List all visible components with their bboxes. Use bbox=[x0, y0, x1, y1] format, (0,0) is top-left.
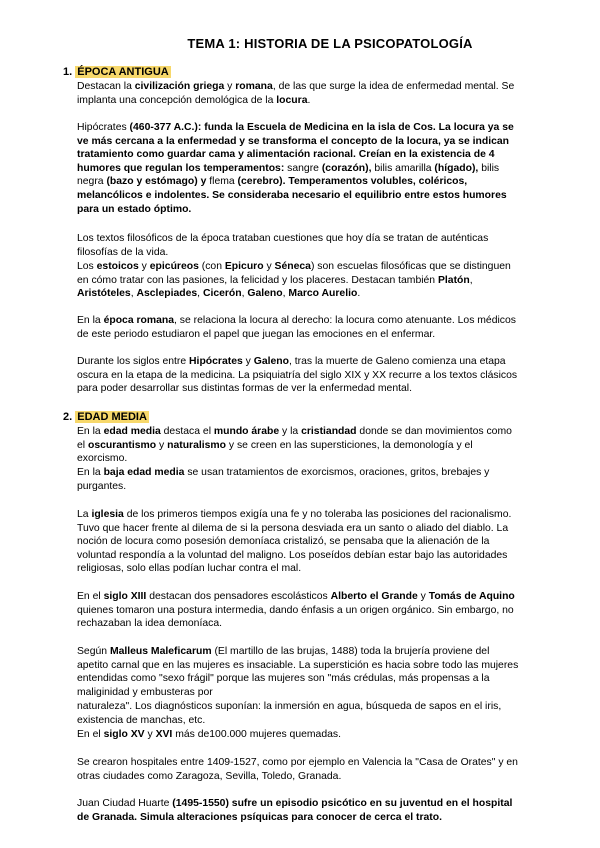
paragraph bbox=[77, 260, 522, 301]
paragraph: Se crearon hospitales entre 1409-1527, como por ejemplo en Valencia la "Casa de Orates" y en otras ciudades como Zaragoza, Sevilla, Toledo, Granada. bbox=[77, 757, 518, 782]
section-number: 1. bbox=[63, 66, 73, 78]
text-run: bilis negra bbox=[77, 162, 500, 188]
text-run: y bbox=[263, 261, 275, 272]
bold-term: romana bbox=[235, 81, 273, 92]
bold-term: (1495-1550) sufre un episodio psicótico en su juventud en el hospital de Granada. Simula alteraciones psíquicas para conocer de cerca el trato. bbox=[77, 798, 513, 823]
bold-term: (460-377 A.C.): funda la Escuela de Medicina en la isla de Cos. La locura ya se ve más cercana a la enfermedad y se transforma el concepto de la locura, ya se indican tratamiento como guardar cama y alimentación racional. Creían en la existencia de 4 humores que regulan los temperamentos: bbox=[77, 122, 514, 174]
bold-term: cristiandad bbox=[301, 426, 357, 437]
text-run: de los primeros tiempos exigía una fe y no toleraba las posiciones del racionalismo. Tuvo que hacer frente al dilema de si la persona desviada era un santo o aliado del diablo. La noción de locura como posesión demoníaca cristalizó, se pensaba que la alienación de la voluntad respondía a la voluntad del maligno. Los poseídos debían estar bajo las autoridades religiosas, solo ellas podían luchar contra el mal. bbox=[77, 509, 512, 575]
paragraph: naturaleza". Los diagnósticos suponían: la inmersión en agua, búsqueda de sapos en el iris, existencia de manchas, etc. bbox=[77, 701, 502, 726]
text-run: En la bbox=[77, 426, 104, 437]
bold-term: Cicerón bbox=[202, 288, 242, 300]
text-run: , bbox=[197, 288, 203, 300]
bold-term: (hígado), bbox=[431, 162, 482, 174]
bold-term: Platón bbox=[437, 274, 470, 286]
text-run: quienes tomaron una postura intermedia, dando énfasis a un origen orgánico. Sin embargo, no rechazaban la idea demoníaca. bbox=[77, 604, 514, 630]
bold-term: iglesia bbox=[91, 509, 124, 520]
text-run: Según bbox=[77, 646, 110, 657]
bold-term: época romana bbox=[103, 315, 175, 326]
paragraph bbox=[77, 355, 522, 396]
text-run: y la bbox=[279, 426, 302, 437]
bold-term: Alberto el Grande bbox=[330, 591, 418, 602]
section-heading-epoca-antigua bbox=[63, 66, 171, 78]
paragraph bbox=[77, 80, 522, 107]
text-run: . bbox=[307, 94, 311, 106]
text-run: y bbox=[138, 261, 150, 272]
bold-term: locura bbox=[276, 94, 308, 106]
text-run: flema bbox=[209, 176, 235, 188]
text-run: En el bbox=[77, 591, 104, 602]
bold-term: siglo XV bbox=[103, 729, 145, 740]
bold-term: Tomás de Aquino bbox=[428, 591, 515, 602]
paragraph: Los textos filosóficos de la época trataban cuestiones que hoy día se tratan de auténticas filosofías de la vida. bbox=[77, 233, 489, 258]
page-title: TEMA 1: HISTORIA DE LA PSICOPATOLOGÍA bbox=[187, 36, 473, 51]
text-run: Juan Ciudad Huarte bbox=[77, 798, 170, 809]
text-run: y bbox=[242, 356, 254, 367]
text-run: (El martillo de las brujas, 1488) toda la brujería proviene del apetito carnal que en las mujeres es insaciable. La superstición es hacia sobre todo las mujeres entendidas como "sexo frágil" porque las mujeres son "más crédulas, más propensas a la maliginidad y embusteras por bbox=[77, 646, 519, 698]
text-run: se usan tratamientos de exorcismos, oraciones, gritos, brebajes y purgantes. bbox=[77, 467, 490, 492]
paragraph bbox=[77, 590, 522, 631]
paragraph bbox=[77, 728, 522, 742]
bold-term: Epicuro bbox=[224, 261, 264, 272]
bold-term: (corazón), bbox=[318, 162, 375, 174]
text-run: destaca el bbox=[160, 426, 214, 437]
bold-term: mundo árabe bbox=[213, 426, 280, 437]
section-title: ÉPOCA ANTIGUA bbox=[77, 66, 169, 78]
bold-term: siglo XIII bbox=[103, 591, 147, 602]
bold-term: naturalismo bbox=[167, 439, 227, 451]
bold-term: Hipócrates bbox=[189, 356, 243, 367]
text-run: (con bbox=[198, 261, 225, 272]
bold-term: Galeno bbox=[253, 356, 289, 367]
text-run: , bbox=[130, 288, 137, 300]
text-run: Los bbox=[77, 261, 97, 272]
text-run: ) son escuelas filosóficas que se distinguen en cómo tratar con las pasiones, la felicidad y los placeres. Destacan también bbox=[77, 261, 511, 286]
bold-term: Séneca bbox=[274, 261, 311, 272]
text-run: Destacan la bbox=[77, 81, 135, 92]
text-run: , bbox=[469, 274, 473, 286]
paragraph bbox=[77, 121, 522, 216]
bold-term: epicúreos bbox=[149, 261, 199, 272]
bold-term: Asclepiades bbox=[136, 288, 198, 300]
text-run: La bbox=[77, 509, 92, 520]
bold-term: civilización griega bbox=[134, 81, 225, 92]
text-run: En el bbox=[77, 729, 104, 740]
section-title: EDAD MEDIA bbox=[77, 411, 147, 423]
text-run: y bbox=[144, 729, 156, 740]
paragraph bbox=[77, 425, 522, 466]
text-run: , de las que surge la idea de enfermedad mental. Se implanta una concepción demológica de la bbox=[77, 81, 515, 106]
paragraph bbox=[77, 797, 522, 824]
text-run: Durante los siglos entre bbox=[77, 356, 190, 367]
bold-term: Aristóteles bbox=[77, 288, 131, 300]
bold-term: Malleus Maleficarum bbox=[109, 646, 212, 657]
text-run: bilis amarilla bbox=[374, 162, 432, 174]
text-run: , tras la muerte de Galeno comienza una etapa oscura en la etapa de la medicina. La psiquiatría del siglo XIX y XX recurre a los textos clásicos para poder desarrollar sus distintas formas de ver la enfermedad mental. bbox=[77, 356, 518, 395]
paragraph bbox=[77, 645, 522, 699]
text-run: y se creen en las supersticiones, la demonología y el exorcismo. bbox=[77, 439, 473, 465]
text-run: sangre bbox=[287, 162, 319, 174]
bold-term: estoicos bbox=[96, 261, 139, 272]
bold-term: Galeno bbox=[247, 288, 283, 300]
paragraph bbox=[77, 466, 522, 493]
bold-term: baja edad media bbox=[103, 467, 185, 478]
text-run: donde se dan movimientos como el bbox=[77, 426, 512, 451]
section-number: 2. bbox=[63, 411, 73, 423]
paragraph bbox=[77, 314, 522, 341]
bold-term: XVI bbox=[155, 729, 173, 740]
bold-term: edad media bbox=[103, 426, 161, 437]
bold-term: Marco Aurelio bbox=[288, 288, 358, 300]
paragraph bbox=[77, 508, 522, 576]
text-run: . bbox=[357, 288, 361, 300]
text-run: , se relaciona la locura al derecho: la locura como atenuante. Los médicos de este periodo estudiaron el papel que juegan las emociones en el enfermar. bbox=[77, 315, 516, 340]
text-run: más de100.000 mujeres quemadas. bbox=[172, 729, 341, 740]
text-run: destacan dos pensadores escolásticos bbox=[146, 591, 331, 602]
section-heading-edad-media bbox=[63, 411, 149, 423]
bold-term: (bazo y estómago) y bbox=[103, 176, 210, 188]
text-run: , bbox=[282, 288, 289, 300]
text-run: y bbox=[224, 81, 236, 92]
text-run: y bbox=[417, 591, 429, 602]
bold-term: (cerebro). Temperamentos volubles, coléricos, melancólicos e indolentes. Se consideraba necesario el equilibrio entre estos humores para un estado óptimo. bbox=[77, 176, 507, 215]
bold-term: oscurantismo bbox=[87, 439, 157, 451]
text-run: En la bbox=[77, 315, 104, 326]
text-run: Hipócrates bbox=[77, 122, 127, 133]
text-run: , bbox=[241, 288, 248, 300]
text-run: En la bbox=[77, 467, 104, 478]
text-run: y bbox=[156, 439, 168, 451]
